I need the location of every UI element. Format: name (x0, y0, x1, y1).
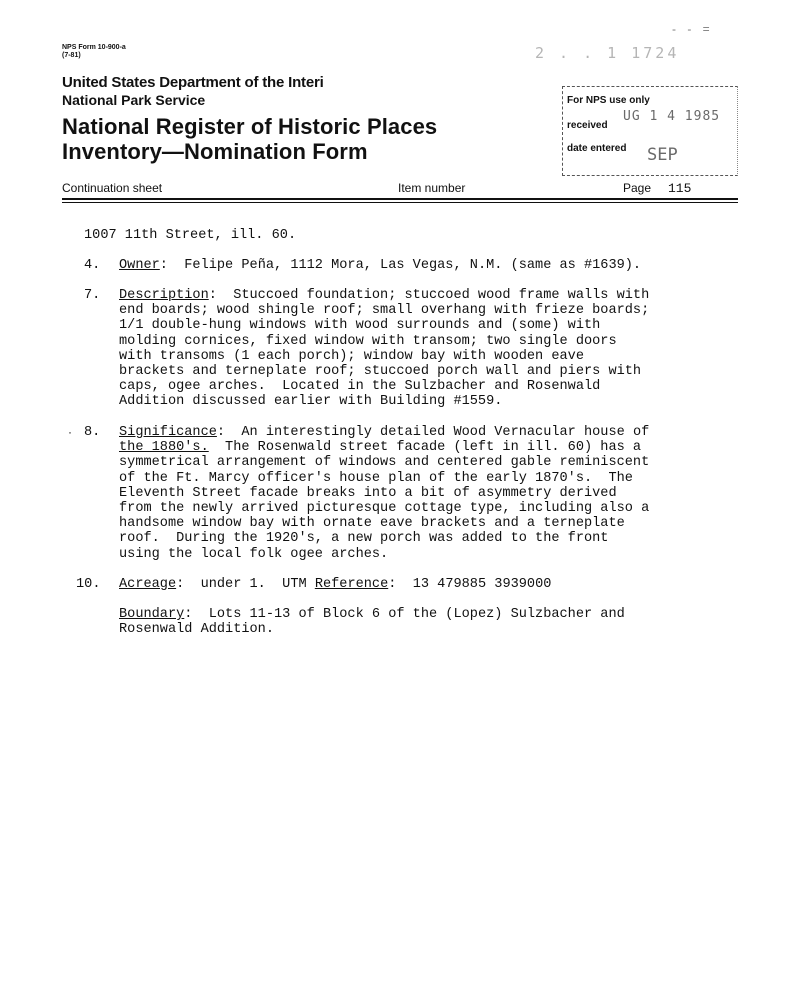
description-line: 1/1 double-hung windows with wood surrounds and (some) with (119, 318, 601, 334)
description-entry (119, 288, 649, 410)
description-line: brackets and terneplate roof; stuccoed porch wall and piers with (119, 364, 642, 380)
boundary-entry (119, 607, 625, 637)
received-stamp-top: 2 . . 1 1724 (535, 44, 680, 62)
acreage-label: Acreage (119, 577, 177, 592)
significance-entry (119, 425, 649, 562)
significance-line: roof. During the 1920's, a new porch was added to the front (119, 531, 609, 547)
significance-underlined-lead: the 1880's. (119, 440, 209, 456)
form-date-text: (7-81) (62, 52, 81, 59)
owner-entry (119, 258, 641, 273)
significance-number: 8. (84, 425, 101, 440)
description-line: end boards; wood shingle roof; small overhang with frieze boards; (119, 303, 650, 319)
description-line: caps, ogee arches. Located in the Sulzbacher and Rosenwald (119, 379, 601, 395)
form-title-line2: Inventory—Nomination Form (62, 139, 368, 164)
description-label: Description (119, 288, 209, 303)
description-line: molding cornices, fixed window with transom; two single doors (119, 333, 617, 349)
address-line: 1007 11th Street, ill. 60. (84, 228, 297, 243)
nps-use-box (562, 86, 738, 176)
significance-line: Eleventh Street facade breaks into a bit of asymmetry derived (119, 485, 617, 501)
utm-text: : 13 479885 3939000 (388, 577, 552, 592)
significance-line: of the Ft. Marcy officer's house plan of the early 1870's. The (119, 470, 633, 486)
significance-line: The Rosenwald street facade (left in ill. 60) has a (208, 440, 642, 456)
nps-use-heading: For NPS use only (567, 95, 650, 106)
margin-dot: · (68, 425, 72, 439)
service-name: National Park Service (62, 92, 206, 108)
page-label: Page (623, 181, 652, 195)
received-label: received (567, 120, 608, 131)
form-number-text: NPS Form 10-900-a (62, 44, 126, 51)
description-line: with transoms (1 each porch); window bay with wooden eave (119, 348, 584, 364)
owner-text: : Felipe Peña, 1112 Mora, Las Vegas, N.M. (same as #1639). (159, 258, 642, 273)
significance-line: : An interestingly detailed Wood Vernacular house of (216, 425, 650, 440)
header-rule-thin (62, 202, 738, 203)
description-line: Addition discussed earlier with Building #1559. (119, 394, 503, 410)
date-entered-stamp: SEP (647, 145, 678, 165)
description-number: 7. (84, 288, 101, 303)
date-entered-label: date entered (567, 143, 627, 154)
continuation-row (62, 181, 738, 199)
owner-number: 4. (84, 258, 101, 273)
department-name: United States Department of the Interi (62, 74, 324, 91)
significance-line: symmetrical arrangement of windows and centered gable reminiscent (119, 455, 650, 471)
received-date-stamp: UG 1 4 1985 (623, 109, 721, 124)
corner-mark: - - = (672, 22, 714, 36)
continuation-sheet-label: Continuation sheet (62, 181, 163, 195)
boundary-label: Boundary (119, 607, 185, 622)
significance-label: Significance (119, 425, 217, 440)
item-number-label: Item number (398, 181, 466, 195)
significance-line: using the local folk ogee arches. (119, 546, 389, 562)
owner-label: Owner (119, 258, 160, 273)
form-number (62, 44, 126, 60)
header-rule-thick (62, 198, 738, 200)
significance-line: handsome window bay with ornate eave brackets and a terneplate (119, 516, 625, 532)
description-line: : Stuccoed foundation; stuccoed wood frame walls with (208, 288, 650, 303)
acreage-text: : under 1. (176, 577, 283, 592)
boundary-line: Rosenwald Addition. (119, 622, 274, 638)
boundary-line: : Lots 11-13 of Block 6 of the (Lopez) Sulzbacher and (184, 607, 625, 622)
form-title-line1: National Register of Historic Places (62, 114, 438, 139)
acreage-entry (119, 577, 551, 592)
utm-label: Reference (314, 577, 389, 592)
significance-line: from the newly arrived picturesque cottage type, including also a (119, 501, 650, 517)
acreage-number: 10. (76, 577, 101, 592)
utm-prefix: UTM (282, 577, 315, 592)
page-number: 115 (668, 181, 692, 196)
